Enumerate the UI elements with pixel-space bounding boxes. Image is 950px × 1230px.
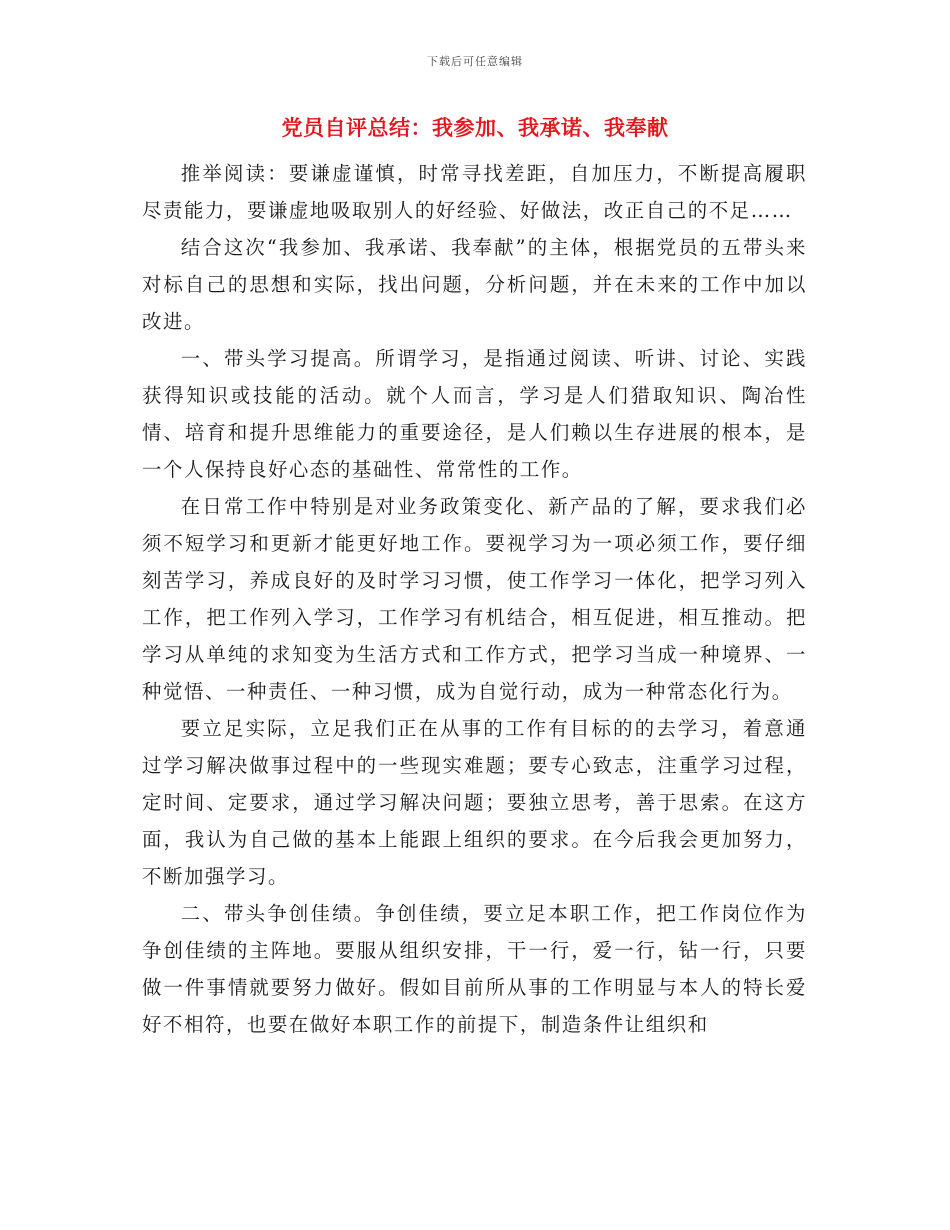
paragraph-practice: 要立足实际，立足我们正在从事的工作有目标的的去学习，着意通过学习解决做事过程中的一些现实难题；要专心致志，注重学习过程，定时间、定要求，通过学习解决问题；要独立思考，善于思索。在这方面，我认为自己做的基本上能跟上组织的要求。在今后我会更加努力，不断加强学习。 <box>142 717 807 888</box>
paragraph-daily-work: 在日常工作中特别是对业务政策变化、新产品的了解，要求我们必须不短学习和更新才能更好地工作。要视学习为一项必须工作，要仔细刻苦学习，养成良好的及时学习习惯，使工作学习一体化，把学习列入工作，把工作列入学习，工作学习有机结合，相互促进，相互推动。把学习从单纯的求知变为生活方式和工作方式，把学习当成一种境界、一种觉悟、一种责任、一种习惯，成为自觉行动，成为一种常态化行为。 <box>142 495 807 703</box>
paragraph-section-two: 二、带头争创佳绩。争创佳绩，要立足本职工作，把工作岗位作为争创佳绩的主阵地。要服从组织安排，干一行，爱一行，钻一行，只要做一件事情就要努力做好。假如目前所从事的工作明显与本人的特长爱好不相符，也要在做好本职工作的前提下，制造条件让组织和 <box>142 902 807 1036</box>
document-title: 党员自评总结：我参加、我承诺、我奉献 <box>281 116 669 140</box>
document-body <box>142 155 807 1043</box>
paragraph-intro: 推举阅读：要谦虚谨慎，时常寻找差距，自加压力，不断提高履职尽责能力，要谦虚地吸取别人的好经验、好做法，改正自己的不足…… <box>142 162 807 222</box>
page-header-note: 下载后可任意编辑 <box>427 55 523 68</box>
paragraph-section-one: 一、带头学习提高。所谓学习，是指通过阅读、听讲、讨论、实践获得知识或技能的活动。就个人而言，学习是人们猎取知识、陶冶性情、培育和提升思维能力的重要途径，是人们赖以生存进展的根本，是一个人保持良好心态的基础性、常常性的工作。 <box>142 347 807 481</box>
paragraph-context: 结合这次“我参加、我承诺、我奉献”的主体，根据党员的五带头来对标自己的思想和实际，找出问题，分析问题，并在未来的工作中加以改进。 <box>142 236 807 333</box>
